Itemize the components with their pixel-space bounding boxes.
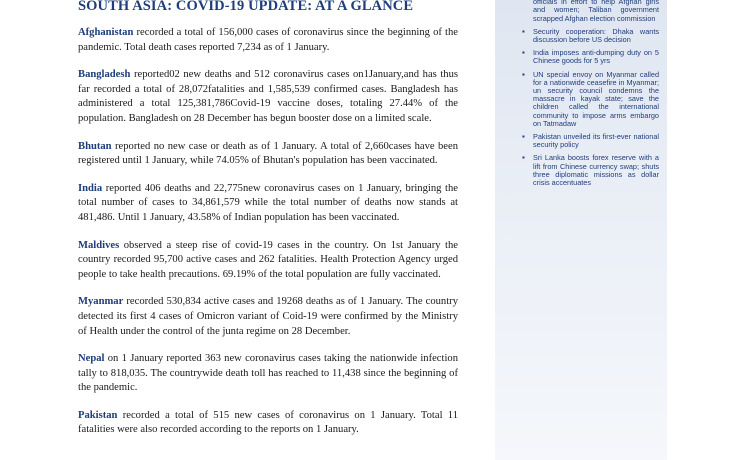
country-text: reported 406 deaths and 22,775new coronavirus cases on 1 January, bringing the total number of cases to 34,861,579 while the total number of deaths now stands at 481,486. Until 1 January, 43.58% of Indian population has been vaccinated. [78,182,458,223]
country-text: recorded a total of 515 new cases of coronavirus on 1 January. Total 11 fatalities were also recorded according to the reports on 1 January. [78,409,458,436]
country-name: India [78,182,103,194]
news-item [505,133,659,149]
country-paragraph-myanmar [78,295,458,339]
bullet-icon: ▪ [522,48,525,58]
country-text: observed a steep rise of covid-19 cases in the country. On 1st January the country recorded 95,700 active cases and 262 fatalities. Health Protection Agency urged people to take health precautions. 69.19% of the total population are fully vaccinated. [78,239,458,280]
country-paragraph-afghanistan [78,26,458,55]
country-name: Afghanistan [78,27,134,38]
country-text: recorded a total of 156,000 cases of coronavirus since the beginning of the pandemic. Total death cases reported 7,234 as of 1 January. [78,27,458,53]
page-heading: SOUTH ASIA: COVID-19 UPDATE: AT A GLANCE [78,0,414,14]
bullet-icon: ▪ [522,153,525,163]
country-name: Nepal [78,353,105,365]
country-paragraph-bhutan [78,140,458,169]
news-item [505,28,659,44]
country-name: Bhutan [78,140,112,152]
country-text: on 1 January reported 363 new coronavirus cases taking the nationwide infection tally to 818,035. The countrywide death toll has reached to 11,438 since the beginning of the pandemic. [78,353,458,394]
country-name: Pakistan [78,409,118,421]
country-paragraph-pakistan [78,409,458,438]
country-updates [78,26,458,451]
country-paragraph-maldives [78,239,458,283]
country-name: Maldives [78,239,120,251]
news-item-text: UN special envoy on Myanmar called for a nationwide ceasefire in Myanmar; un security council condemns the massacre in kayak state; save the children called the international community to impose arms embargo on Tatmadaw [533,69,659,128]
news-list [505,0,659,192]
country-text: recorded 530,834 active cases and 19268 deaths as of 1 January. The country detected its first 4 cases of Omicron variant of Coid-19 were confirmed by the Ministry of Health under the control of the junta regime on 28 December. [78,296,458,337]
country-paragraph-bangladesh [78,68,458,126]
bullet-icon: ▪ [522,69,525,79]
news-item [505,71,659,128]
news-item-text: Security cooperation: Dhaka wants discussion before US decision [533,26,659,45]
news-sidebar [495,0,667,460]
news-item-text: officials in effort to help Afghan girls and women; Taliban government scrapped Afghan election commission [533,0,659,23]
country-paragraph-india [78,182,458,226]
country-paragraph-nepal [78,352,458,396]
news-item-text: Pakistan unveiled its first-ever national security policy [533,132,659,150]
country-name: Myanmar [78,296,124,308]
news-item [505,0,659,23]
bullet-icon: ▪ [522,26,525,36]
country-text: reported no new case or death as of 1 January. A total of 2,660cases have been registered until 1 January, while 74.05% of Bhutan's population has been vaccinated. [78,140,458,167]
country-name: Bangladesh [78,69,131,81]
news-item-text: India imposes anti-dumping duty on 5 Chinese goods for 5 yrs [533,48,659,66]
news-item [505,154,659,187]
bullet-icon: ▪ [522,132,525,142]
country-text: reported02 new deaths and 512 coronavirus cases on1January,and has thus far recorded a total of 28,072fatalities and 1,585,539 confirmed cases. Bangladesh has administered a total 125,381,786Covid-19 vaccine doses, totaling 27.44% of the population. Bangladesh on 28 December has begun booster dose on a limited scale. [78,69,458,124]
news-item-text: Sri Lanka boosts forex reserve with a lift from Chinese currency swap; shuts three diplomatic missions as dollar crisis accentuates [533,153,659,188]
news-item [505,49,659,65]
